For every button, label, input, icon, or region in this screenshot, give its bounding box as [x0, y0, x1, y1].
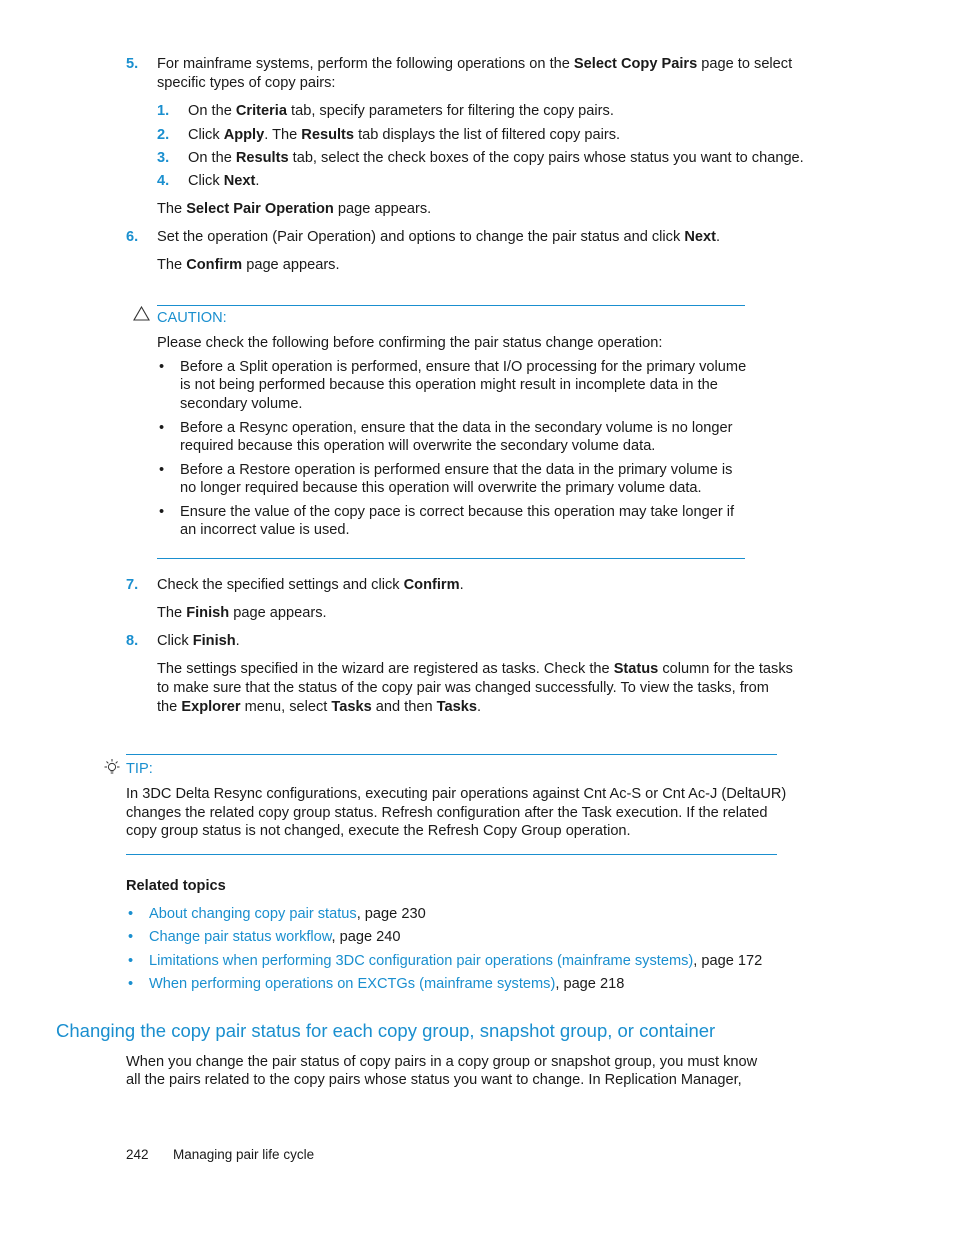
related-topic-item: About changing copy pair status, page 230 [149, 906, 426, 922]
lightbulb-icon [102, 758, 122, 778]
caution-bullet-line: is not being performed because this operation might result in incomplete data in the [180, 377, 718, 393]
related-topic-link[interactable]: Limitations when performing 3DC configuration pair operations (mainframe systems) [149, 953, 694, 969]
caution-bullet-line: secondary volume. [180, 396, 303, 412]
bullet-icon: • [128, 929, 134, 945]
caution-intro: Please check the following before confirming the pair status change operation: [157, 335, 663, 351]
caution-bullet-line: no longer required because this operation will overwrite the primary volume data. [180, 480, 702, 496]
caution-bullet-line: required because this operation will overwrite the secondary volume data. [180, 438, 656, 454]
step-text: For mainframe systems, perform the following operations on the Select Copy Pairs page to select [157, 56, 793, 72]
substep-text: Click Next. [188, 173, 260, 189]
section-paragraph: When you change the pair status of copy pairs in a copy group or snapshot group, you must know [126, 1054, 758, 1070]
caution-bullet-line: Ensure the value of the copy pace is correct because this operation may take longer if [180, 504, 735, 520]
caution-bullet-line: an incorrect value is used. [180, 522, 350, 538]
tip-text-line: In 3DC Delta Resync configurations, executing pair operations against Cnt Ac-S or Cnt Ac-J (DeltaUR) [126, 786, 787, 802]
caution-bottom-rule [157, 558, 745, 559]
bullet-icon: • [128, 953, 134, 969]
step-text: Click Finish. [157, 633, 240, 649]
step-text-continued: specific types of copy pairs: [157, 75, 336, 91]
bullet-icon: • [159, 462, 165, 478]
tip-text-line: changes the related copy group status. Refresh configuration after the Task execution. If the related [126, 805, 768, 821]
substep-number: 2. [157, 127, 170, 143]
step-paragraph: the Explorer menu, select Tasks and then Tasks. [157, 699, 481, 715]
step-text: Check the specified settings and click Confirm. [157, 577, 464, 593]
step-result: The Confirm page appears. [157, 257, 340, 273]
related-topic-item: When performing operations on EXCTGs (mainframe systems), page 218 [149, 976, 625, 992]
related-topic-link[interactable]: When performing operations on EXCTGs (mainframe systems) [149, 976, 556, 992]
caution-top-rule [157, 305, 745, 306]
bullet-icon: • [159, 359, 165, 375]
tip-top-rule [126, 754, 777, 755]
substep-text: On the Results tab, select the check boxes of the copy pairs whose status you want to change. [188, 150, 804, 166]
bullet-icon: • [159, 504, 165, 520]
section-paragraph: all the pairs related to the copy pairs whose status you want to change. In Replication Manager, [126, 1072, 742, 1088]
tip-label: TIP: [126, 761, 153, 777]
substep-text: On the Criteria tab, specify parameters for filtering the copy pairs. [188, 103, 614, 119]
step-text: Set the operation (Pair Operation) and options to change the pair status and click Next. [157, 229, 721, 245]
step-number: 6. [126, 229, 139, 245]
caution-label: CAUTION: [157, 310, 227, 326]
step-number: 8. [126, 633, 139, 649]
step-result: The Select Pair Operation page appears. [157, 201, 432, 217]
substep-number: 3. [157, 150, 170, 166]
step-result: The Finish page appears. [157, 605, 327, 621]
caution-bullet-line: Before a Restore operation is performed ensure that the data in the primary volume is [180, 462, 733, 478]
substep-number: 1. [157, 103, 170, 119]
related-topics-title: Related topics [126, 878, 226, 894]
step-number: 7. [126, 577, 139, 593]
warning-triangle-icon [133, 306, 150, 321]
substep-number: 4. [157, 173, 170, 189]
bullet-icon: • [128, 976, 134, 992]
section-heading: Changing the copy pair status for each copy group, snapshot group, or container [56, 1020, 716, 1041]
caution-bullet-line: Before a Resync operation, ensure that the data in the secondary volume is no longer [180, 420, 733, 436]
step-paragraph: The settings specified in the wizard are registered as tasks. Check the Status column for the tasks [157, 661, 793, 677]
related-topic-item: Limitations when performing 3DC configuration pair operations (mainframe systems), page 172 [149, 953, 763, 969]
related-topic-link[interactable]: About changing copy pair status [149, 906, 357, 922]
page-number: 242 [126, 1147, 149, 1162]
bullet-icon: • [128, 906, 134, 922]
step-paragraph: to make sure that the status of the copy pair was changed successfully. To view the tasks, from [157, 680, 769, 696]
substep-text: Click Apply. The Results tab displays the list of filtered copy pairs. [188, 127, 621, 143]
related-topic-item: Change pair status workflow, page 240 [149, 929, 401, 945]
step-number: 5. [126, 56, 139, 72]
caution-bullet-line: Before a Split operation is performed, ensure that I/O processing for the primary volume [180, 359, 747, 375]
related-topic-link[interactable]: Change pair status workflow [149, 929, 332, 945]
tip-bottom-rule [126, 854, 777, 855]
tip-text-line: copy group status is not changed, execute the Refresh Copy Group operation. [126, 823, 631, 839]
bullet-icon: • [159, 420, 165, 436]
footer-chapter: Managing pair life cycle [173, 1147, 315, 1162]
